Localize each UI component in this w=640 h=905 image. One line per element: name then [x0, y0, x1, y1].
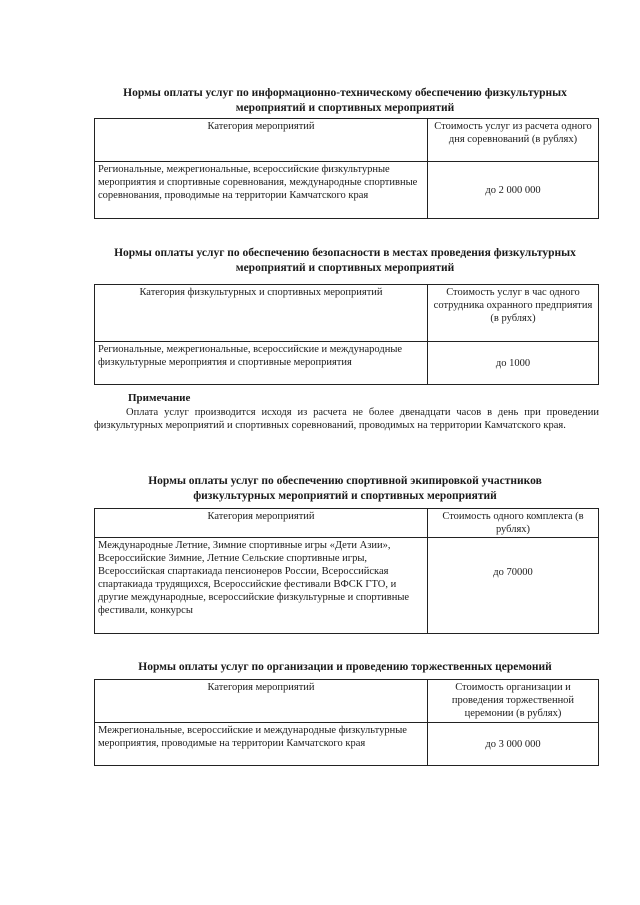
column-header-cost: Стоимость услуг из расчета одного дня соревнований (в рублях): [428, 119, 599, 162]
row-cost-value: до 1000: [428, 342, 599, 385]
section-1-table: [94, 118, 599, 219]
row-cost-value: до 3 000 000: [428, 723, 599, 766]
column-header-cost: Стоимость одного комплекта (в рублях): [428, 509, 599, 538]
table-row: [95, 162, 599, 219]
table-header-row: [95, 680, 599, 723]
column-header-category: Категория мероприятий: [95, 680, 428, 723]
table-header-row: [95, 119, 599, 162]
row-category-text: Межрегиональные, всероссийские и международные физкультурные мероприятия, проводимые на территории Камчатского края: [95, 723, 428, 766]
column-header-category: Категория физкультурных и спортивных мероприятий: [95, 285, 428, 342]
column-header-cost: Стоимость услуг в час одного сотрудника охранного предприятия (в рублях): [428, 285, 599, 342]
table-header-row: [95, 509, 599, 538]
section-3-title: Нормы оплаты услуг по обеспечению спортивной экипировкой участников физкультурных мероприятий и спортивных мероприятий: [148, 475, 542, 502]
row-category-text: Региональные, межрегиональные, всероссийские физкультурные мероприятия и спортивные соревнования, международные спортивные соревнования, проводимые на территории Камчатского края: [95, 162, 428, 219]
column-header-category: Категория мероприятий: [95, 119, 428, 162]
row-category-text: Международные Летние, Зимние спортивные игры «Дети Азии», Всероссийские Зимние, Летние Сельские спортивные игры, Всероссийская спартакиада пенсионеров России, Всероссийская спартакиада трудящихся, Всероссийские фестивали ВФСК ГТО, и другие международные, всероссийские физкультурные и спортивные фестивали, конкурсы: [95, 538, 428, 634]
column-header-category: Категория мероприятий: [95, 509, 428, 538]
row-category-text: Региональные, межрегиональные, всероссийские и международные физкультурные мероприятия и спортивные мероприятия: [95, 342, 428, 385]
table-row: [95, 342, 599, 385]
section-4-table: [94, 679, 599, 766]
section-1-title: Нормы оплаты услуг по информационно-техническому обеспечению физкультурных мероприятий и спортивных мероприятий: [123, 87, 567, 114]
table-row: [95, 538, 599, 634]
table-row: [95, 723, 599, 766]
section-2-title: Нормы оплаты услуг по обеспечению безопасности в местах проведения физкультурных мероприятий и спортивных мероприятий: [114, 247, 576, 274]
row-cost-value: до 70000: [428, 538, 599, 634]
section-2-table: [94, 284, 599, 385]
note-text: Оплата услуг производится исходя из расчета не более двенадцати часов в день при проведении физкультурных мероприятий и спортивных соревнований, проводимых на территории Камчатского края.: [94, 407, 599, 431]
row-cost-value: до 2 000 000: [428, 162, 599, 219]
section-4-title: Нормы оплаты услуг по организации и проведению торжественных церемоний: [138, 661, 552, 673]
note-heading: Примечание: [128, 392, 191, 404]
column-header-cost: Стоимость организации и проведения торжественной церемонии (в рублях): [428, 680, 599, 723]
table-header-row: [95, 285, 599, 342]
section-3-table: [94, 508, 599, 634]
